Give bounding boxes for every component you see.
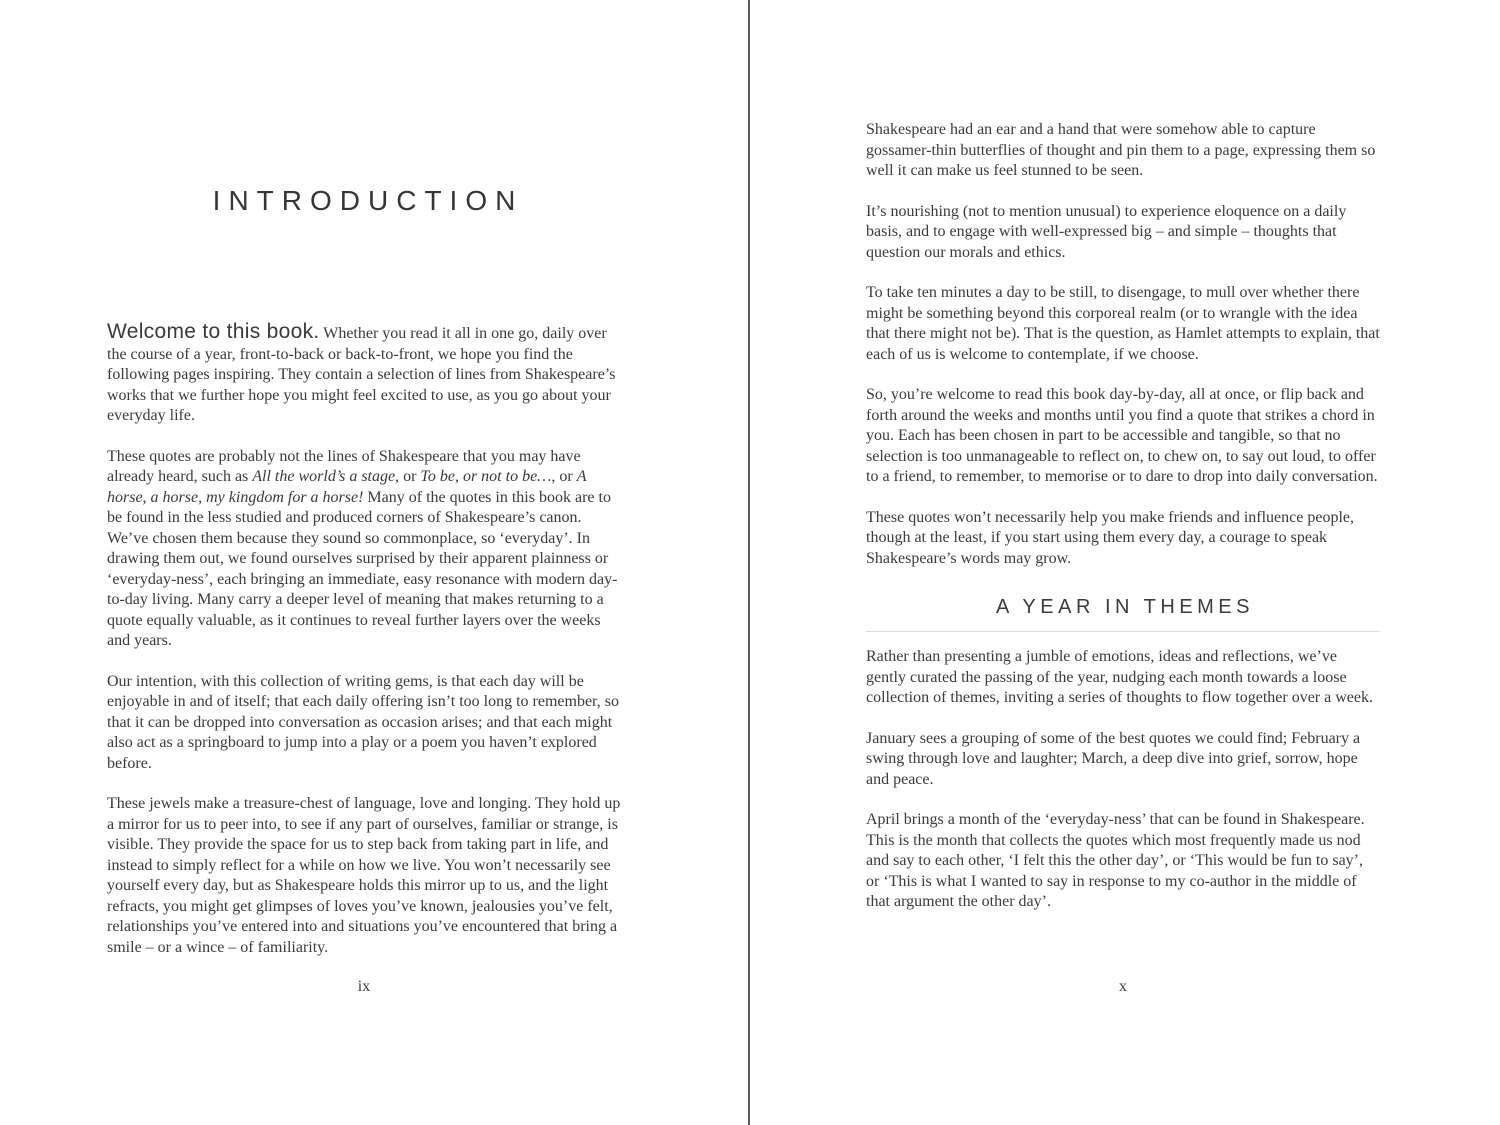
paragraph [866,508,1380,570]
paragraph [866,810,1380,913]
page-number-left: ix [357,978,371,995]
paragraph [866,202,1380,264]
center-divider [748,0,750,1125]
text-segment: January sees a grouping of some of the best quotes we could find; February a swing through love and laughter; March, a deep dive into grief, sorrow, hope and peace. [866,729,1361,788]
introduction-heading: INTRODUCTION [212,185,524,216]
text-segment: These quotes won’t necessarily help you make friends and influence people, though at the least, if you start using them every day, a courage to speak Shakespeare’s words may grow. [866,508,1354,567]
paragraph [866,385,1380,488]
text-segment: Many of the quotes in this book are to be found in the less studied and produced corners of Shakespeare’s canon. We’ve chosen them because they sound so commonplace, so ‘everyday’. In drawing them out, we found ourselves surprised by their apparent plainness or ‘everyday-ness’, each bringing an immediate, easy resonance with modern day-to-day living. Many carry a deeper level of meaning that makes returning to a quote equally valuable, as it continues to reveal further layers over the weeks and years. [107,488,618,649]
text-segment: These jewels make a treasure-chest of language, love and longing. They hold up a mirror for us to peer into, to see if any part of ourselves, familiar or strange, is visible. They provide the space for us to step back from taking part in life, and instead to simply reflect for a while on how we live. You won’t necessarily see yourself every day, but as Shakespeare holds this mirror up to us, and the light refracts, you might get glimpses of loves you’ve known, jealousies you’ve felt, relationships you’ve entered into and situations you’ve encountered that bring a smile – or a wince – of familiarity. [107,795,621,956]
right-page-body-bottom [866,647,1380,913]
right-page-body-top [866,120,1380,569]
paragraph [107,322,621,427]
paragraph [107,672,621,775]
text-segment: Shakespeare had an ear and a hand that were somehow able to capture gossamer-thin butterflies of thought and pin them to a page, expressing them so well it can make us feel stunned to be seen. [866,121,1376,179]
paragraph [107,794,621,958]
text-segment: , or [395,468,421,485]
lead-in-text: Welcome to this book. [107,320,320,343]
right-page-body [866,120,1380,913]
text-segment: Our intention, with this collection of writing gems, is that each day will be enjoyable in and of itself; that each daily offering isn’t too long to remember, so that it can be dropped into conversation as occasion arises; and that each might also act as a springboard to jump into a play or a poem you haven’t explored before. [107,672,619,772]
text-segment: To take ten minutes a day to be still, to disengage, to mull over whether there might be something beyond this corporeal realm (or to wrangle with the idea that there might not be). That is the question, as Hamlet attempts to explain, that each of us is welcome to contemplate, if we choose. [866,284,1380,363]
paragraph [866,647,1380,709]
page-right [866,0,1380,1125]
text-segment: To be, or not to be… [420,468,552,485]
paragraph [866,283,1380,365]
section-heading: A YEAR IN THEMES [996,596,1254,618]
text-segment: So, you’re welcome to read this book day-by-day, all at once, or flip back and forth around the weeks and months until you find a quote that strikes a chord in you. Each has been chosen in part to be accessible and tangible, so that no selection is too unmanageable to reflect on, to chew on, to say out loud, to offer to a friend, to remember, to memorise or to dare to drop into daily conversation. [866,386,1378,485]
text-segment: It’s nourishing (not to mention unusual) to experience eloquence on a daily basis, and to engage with well-expressed big – and simple – thoughts that question our morals and ethics. [866,202,1347,261]
text-segment: April brings a month of the ‘everyday-ness’ that can be found in Shakespeare. This is the month that collects the quotes which most frequently made us nod and say to each other, ‘I felt this the other day’, or ‘This would be fun to say’, or ‘This is what I wanted to say in response to my co-author in the middle of that argument the other day’. [866,811,1365,910]
page-left [107,0,621,1125]
text-segment: Whether you read it all in one go, daily over the course of a year, front-to-back or back-to-front, we hope you find the following pages inspiring. They contain a selection of lines from Shakespeare’s works that we further hope you might feel excited to use, as you go about your everyday life. [107,325,616,424]
page-number-right: x [1119,978,1127,995]
paragraph [866,729,1380,791]
text-segment: These quotes are probably not the lines of Shakespeare that you may have already heard, such as [107,447,581,485]
text-segment: , or [551,468,577,485]
section-rule [866,631,1380,632]
text-segment: Rather than presenting a jumble of emotions, ideas and reflections, we’ve gently curated the passing of the year, nudging each month towards a loose collection of themes, inviting a series of thoughts to flow together over a week. [866,648,1373,706]
left-page-body [107,322,621,958]
paragraph [866,120,1380,182]
text-segment: A horse, a horse, my kingdom for a horse! [107,468,587,506]
paragraph [107,447,621,652]
text-segment: All the world’s a stage [252,468,396,485]
